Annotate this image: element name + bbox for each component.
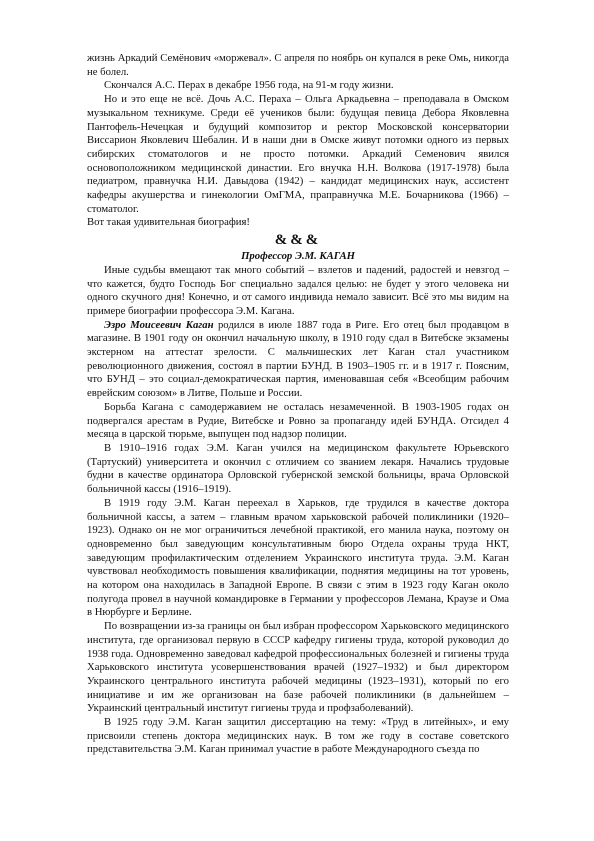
paragraph-kharkov: В 1919 году Э.М. Каган переехал в Харьков, где трудился в качестве доктора больничной кассы, а затем – главным врачом харьковской рабочей поликлиники (1920–1923). Однако он не мог ограничиться лечебной практикой, его манила наука, поэтому он одновременно был заведующим консультативным бюро Отдела охраны труда НКТ, заведующим профилактическим отделением Украинского института труда. Э.М. Каган чувствовал необходимость повышения квалификации, поднятия медицины на тот уровень, на котором она находилась в Западной Европе. В связи с этим в 1923 году Каган около полугода провел в научной командировке в Германии у профессоров Лемана, Краузе и Ома в Нюрбурге и Берлине. (87, 496, 509, 619)
paragraph-intro: Иные судьбы вмещают так много событий – взлетов и падений, радостей и невзгод – что кажется, будто Господь Бог специально задался целью: не будет у этого человека ни одного скучного дня! Конечно, и от самого индивида немало зависит. Всё это мы видим на примере биографии профессора Э.М. Кагана. (87, 263, 509, 317)
paragraph-university: В 1910–1916 годах Э.М. Каган учился на медицинском факультете Юрьевского (Тартуский) университета и окончил с отличием со званием лекаря. Начались трудовые будни в качестве ординатора Орловской губернской земской больницы, врача Орловской больничной кассы (1916–1919). (87, 441, 509, 496)
paragraph-daughter: Но и это еще не всё. Дочь А.С. Пераха – Ольга Аркадьевна – преподавала в Омском музыкальном техникуме. Среди её учеников были: будущая певица Дебора Яковлевна Пантофель-Нечецкая и будущий композитор и ректор Московской консерватории Виссарион Яковлевич Шебалин. И в наши дни в Омске живут потомки одного из первых сибирских стоматологов и не просто потомки. Аркадий Семенович явился основоположником медицинской династии. Его внучка Н.Н. Волкова (1917-1978) была педиатром, правнучка Н.И. Давыдова (1942) – кандидат медицинских наук, ассистент кафедры акушерства и гинекологии ОмГМА, праправнучка М.Е. Бочарникова (1966) – стоматолог. (87, 93, 509, 215)
paragraph-morzh: жизнь Аркадий Семёнович «моржевал». С апреля по ноябрь он купался в реке Омь, никогда не болел. (87, 52, 509, 78)
paragraph-dissertation: В 1925 году Э.М. Каган защитил диссертацию на тему: «Труд в литейных», и ему присвоили степень доктора медицинских наук. В том же году в составе советского представительства Э.М. Каган принимал участие в работе Международного съезда по (87, 716, 509, 756)
paragraph-exclamation: Вот такая удивительная биография! (87, 216, 250, 229)
ornament-divider: &&& (274, 232, 322, 249)
paragraph-biography (87, 319, 509, 401)
paragraph-death: Скончался А.С. Перах в декабре 1956 года, на 91-м году жизни. (104, 79, 394, 92)
biography-text: родился в июле 1887 года в Риге. Его отец был продавцом в магазине. В 1901 году он окончил начальную школу, в 1910 году сдал в Витебске экзамены экстерном на аттестат зрелости. С мальчишеских лет Каган стал участником революционного движения, состоял в партии БУНД. В 1903–1905 гг. и в 1917 г. Поясним, что БУНД – это социал-демократическая партия, именовавшая себя «Всеобщим рабочим еврейским союзом» в Литве, Польше и России. (87, 318, 509, 400)
section-title: Профессор Э.М. КАГАН (241, 250, 355, 263)
paragraph-professor: По возвращении из-за границы он был избран профессором Харьковского медицинского института, где организовал первую в СССР кафедру гигиены труда, которой руководил до 1938 года. Одновременно заведовал кафедрой профессиональных болезней и гигиены труда Харьковского института усовершенствования врачей (1927–1932) и был директором Украинского центрального института рабочей медицины (1923–1931), который по его инициативе и им же организован на базе рабочей поликлиники (в дальнейшем – Украинский центральный институт гигиены труда и профзаболеваний). (87, 620, 509, 715)
person-name: Эзро Моисеевич Каган (104, 318, 214, 331)
paragraph-arrests: Борьба Кагана с самодержавием не осталась незамеченной. В 1903-1905 годах он подвергался арестам в Рудие, Витебске и Ровно за пропаганду идей БУНДА. Отсидел 4 месяца в царской тюрьме, выпущен под надзор полиции. (87, 400, 509, 441)
document-page (87, 52, 509, 757)
